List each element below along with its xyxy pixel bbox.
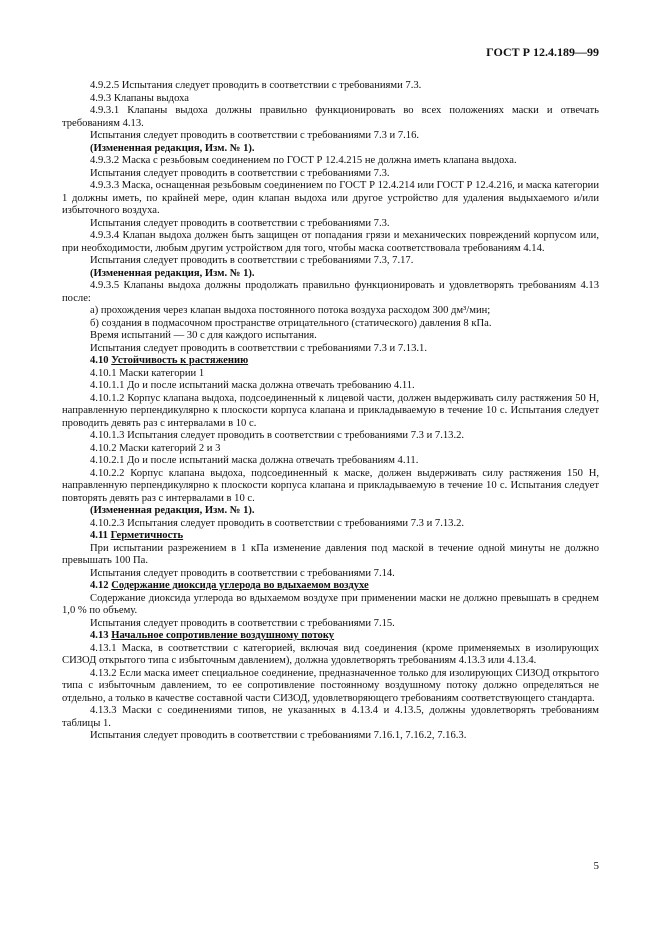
paragraph: 4.9.3.3 Маска, оснащенная резьбовым соединением по ГОСТ Р 12.4.214 или ГОСТ Р 12.4.216, и маска категории 1 должны иметь, по крайней мере, один клапан выдоха или другое устройство для удаления выдыхаемого и/или избыточного воздуха. bbox=[62, 180, 599, 216]
paragraph: Время испытаний — 30 с для каждого испытания. bbox=[90, 330, 317, 341]
section-heading bbox=[62, 580, 599, 593]
paragraph: а) прохождения через клапан выдоха постоянного потока воздуха расходом 300 дм³/мин; bbox=[90, 305, 491, 316]
paragraph: 4.10.1.2 Корпус клапана выдоха, подсоединенный к лицевой части, должен выдерживать силу растяжения 50 Н, направленную перпендикулярно к плоскости корпуса клапана и прикладываемую в течение 10 с. Испытания следует проводить девять раз с интервалами в 10 с. bbox=[62, 392, 599, 429]
section-title: Содержание диоксида углерода во вдыхаемом воздухе bbox=[111, 580, 369, 591]
paragraph: 4.9.2.5 Испытания следует проводить в соответствии с требованиями 7.3. bbox=[90, 80, 422, 91]
paragraph: 4.10.2 Маски категорий 2 и 3 bbox=[90, 442, 221, 454]
paragraph: При испытании разрежением в 1 кПа изменение давления под маской в течение одной минуты не должно превышать 100 Па. bbox=[62, 542, 599, 566]
section-heading bbox=[62, 355, 599, 368]
paragraph: Испытания следует проводить в соответствии с требованиями 7.3. bbox=[90, 217, 390, 229]
section-heading bbox=[62, 530, 599, 543]
section-number: 4.12 bbox=[90, 580, 109, 591]
paragraph: Испытания следует проводить в соответствии с требованиями 7.3. bbox=[90, 167, 390, 179]
paragraph: 4.10.1.1 До и после испытаний маска должна отвечать требованию 4.11. bbox=[90, 380, 415, 391]
section-title: Герметичность bbox=[110, 530, 184, 541]
section-heading bbox=[62, 630, 599, 643]
section-number: 4.10 bbox=[90, 355, 109, 366]
paragraph: б) создания в подмасочном пространстве отрицательного (статического) давления 8 кПа. bbox=[90, 317, 492, 329]
paragraph: 4.9.3 Клапаны выдоха bbox=[90, 92, 189, 104]
paragraph: 4.9.3.2 Маска с резьбовым соединением по ГОСТ Р 12.4.215 не должна иметь клапана выдоха. bbox=[90, 155, 517, 166]
paragraph: 4.10.2.2 Корпус клапана выдоха, подсоединенный к маске, должен выдерживать силу растяжения 150 Н, направленную перпендикулярно к плоскости корпуса клапана и прикладываемую в течение 10 с. Испытания следует повторять девять раз с интервалами в 10 с. bbox=[62, 467, 599, 504]
paragraph: Испытания следует проводить в соответствии с требованиями 7.16.1, 7.16.2, 7.16.3. bbox=[90, 730, 467, 741]
page-number: 5 bbox=[593, 860, 599, 872]
paragraph: 4.9.3.4 Клапан выдоха должен быть защищен от попадания грязи и механических повреждений корпусом или, при необходимости, любым другим устройством для того, чтобы маска соответствовала требованиям 4.14. bbox=[62, 230, 599, 254]
paragraph: 4.13.3 Маски с соединениями типов, не указанных в 4.13.4 и 4.13.5, должны удовлетворять требованиям таблицы 1. bbox=[62, 705, 599, 729]
paragraph: 4.9.3.1 Клапаны выдоха должны правильно функционировать во всех положениях маски и отвечать требованиям 4.13. bbox=[62, 105, 599, 129]
amendment-note: (Измененная редакция, Изм. № 1). bbox=[90, 505, 255, 516]
section-title: Устойчивость к растяжению bbox=[111, 355, 249, 366]
paragraph: 4.9.3.5 Клапаны выдоха должны продолжать правильно функционировать и удовлетворять требованиям 4.13 после: bbox=[62, 280, 599, 304]
amendment-note: (Измененная редакция, Изм. № 1). bbox=[90, 267, 255, 279]
paragraph: Испытания следует проводить в соответствии с требованиями 7.14. bbox=[90, 567, 395, 579]
section-number: 4.13 bbox=[90, 630, 109, 641]
paragraph: Испытания следует проводить в соответствии с требованиями 7.15. bbox=[90, 617, 395, 629]
section-number: 4.11 bbox=[90, 530, 108, 541]
paragraph: 4.10.1.3 Испытания следует проводить в соответствии с требованиями 7.3 и 7.13.2. bbox=[90, 430, 465, 441]
paragraph: Испытания следует проводить в соответствии с требованиями 7.3 и 7.16. bbox=[90, 130, 420, 141]
paragraph: Испытания следует проводить в соответствии с требованиями 7.3 и 7.13.1. bbox=[90, 342, 427, 354]
paragraph: Испытания следует проводить в соответствии с требованиями 7.3, 7.17. bbox=[90, 255, 414, 266]
document-body bbox=[62, 80, 599, 743]
paragraph: 4.10.1 Маски категории 1 bbox=[90, 367, 205, 379]
paragraph: 4.13.2 Если маска имеет специальное соединение, предназначенное только для изолирующих СИЗОД открытого типа с избыточным давлением, то ее сопротивление постоянному воздушному потоку должно определяться не отдельно, а только в качестве составной части СИЗОД, удовлетворяющего требованиям соответствующего стандарта. bbox=[62, 667, 599, 704]
paragraph: 4.10.2.1 До и после испытаний маска должна отвечать требованиям 4.11. bbox=[90, 455, 419, 466]
paragraph: Содержание диоксида углерода во вдыхаемом воздухе при применении маски не должно превышать в среднем 1,0 % по объему. bbox=[62, 592, 599, 616]
paragraph: 4.10.2.3 Испытания следует проводить в соответствии с требованиями 7.3 и 7.13.2. bbox=[90, 517, 465, 529]
document-header: ГОСТ Р 12.4.189—99 bbox=[486, 45, 599, 59]
section-title: Начальное сопротивление воздушному потоку bbox=[111, 630, 335, 641]
amendment-note: (Измененная редакция, Изм. № 1). bbox=[90, 142, 255, 154]
paragraph: 4.13.1 Маска, в соответствии с категорией, включая вид соединения (кроме применяемых в изолирующих СИЗОД открытого типа с избыточным давлением), должна удовлетворять требованиям 4.13.3 или 4.13.4. bbox=[62, 642, 599, 666]
